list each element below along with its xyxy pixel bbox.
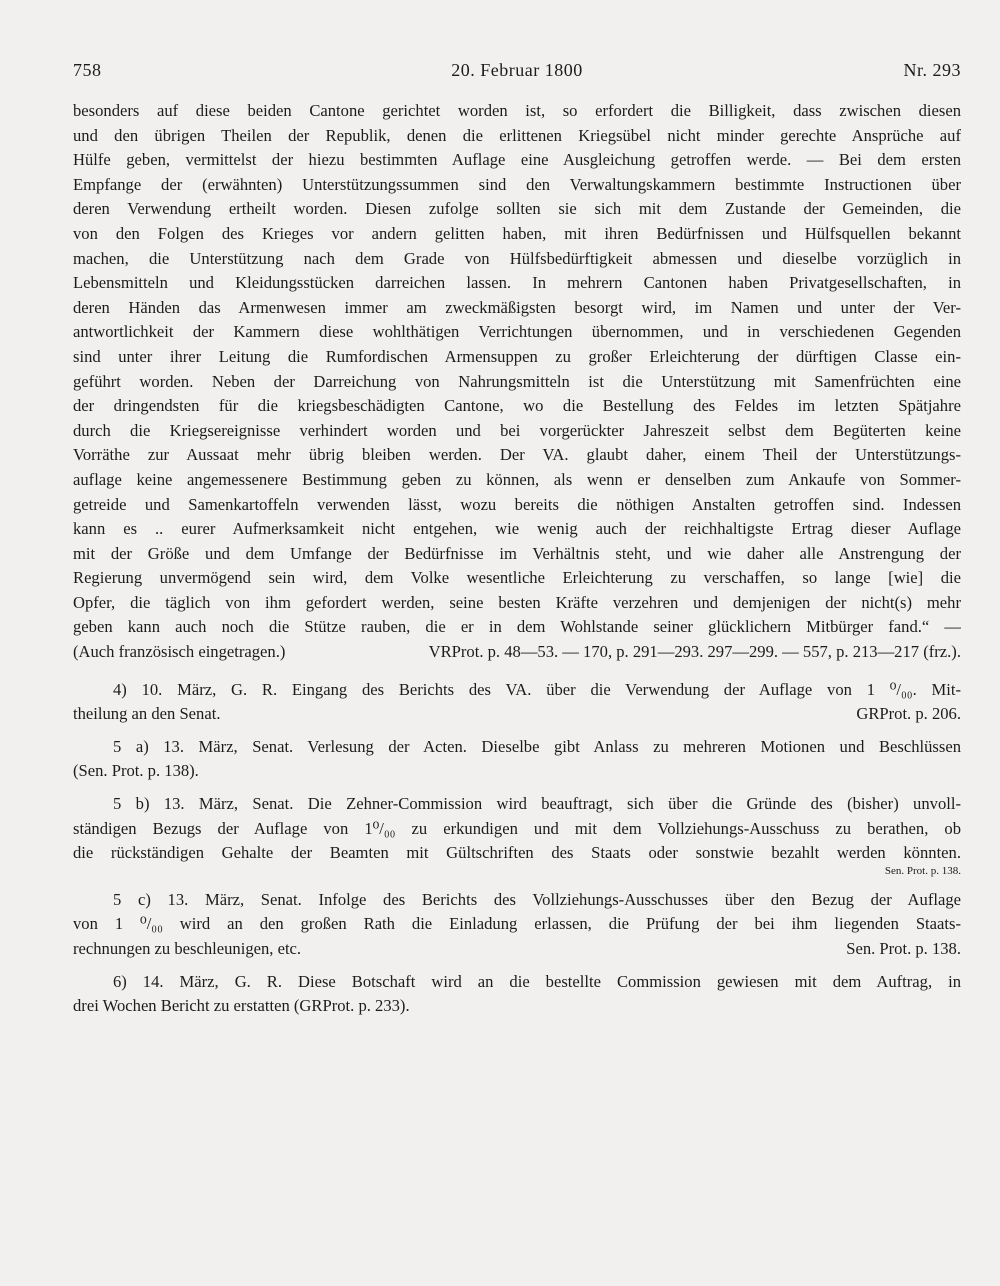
text-line: antwortlichkeit der Kammern diese wohlthätigen Verrichtungen übernommen, und in verschiedenen Gegenden xyxy=(73,322,961,342)
entry-5b xyxy=(73,792,961,878)
text-line: Lebensmitteln und Kleidungsstücken darreichen lassen. In mehrern Cantonen haben Privatgesellschaften, in xyxy=(73,273,961,293)
entry-line: 5 a) 13. März, Senat. Verlesung der Acten. Dieselbe gibt Anlass zu mehreren Motionen und Beschlüssen xyxy=(113,736,961,756)
text-line: der dringendsten für die kriegsbeschädigten Cantone, wo die Bestellung des Feldes im letzten Spätjahre xyxy=(73,396,961,416)
header-date: 20. Februar 1800 xyxy=(451,60,583,80)
document-page xyxy=(73,58,961,1019)
entry-line: 5 b) 13. März, Senat. Die Zehner-Commission wird beauftragt, sich über die Gründe des (bisher) unvoll- xyxy=(113,794,961,814)
text-line: geben kann auch noch die Stütze rauben, die er in dem Wohlstande seiner glücklichern Mitbürger fand.“ — xyxy=(73,617,961,637)
text-line: Empfange der (erwähnten) Unterstützungssummen sind den Verwaltungskammern bestimmte Instructionen über xyxy=(73,174,961,194)
text-line: besonders auf diese beiden Cantone gerichtet worden ist, so erfordert die Billigkeit, dass zwischen diesen xyxy=(73,101,961,120)
text-line: getreide und Samenkartoffeln verwenden lässt, wozu bereits die nöthigen Anstalten getroffen sind. Indessen xyxy=(73,494,961,514)
main-paragraph xyxy=(73,99,961,665)
text-line: mit der Größe und dem Umfange der Bedürfnisse im Verhältnis steht, und wie daher alle Anstrengung der xyxy=(73,543,961,563)
entry-last-line xyxy=(73,937,961,962)
protocol-reference: Sen. Prot. p. 138. xyxy=(846,939,961,958)
text-line: Hülfe geben, vermittelst der hiezu bestimmten Auflage eine Ausgleichung getroffen werde. — Bei dem ersten xyxy=(73,150,961,170)
text-line: deren Verwendung ertheilt worden. Diesen zufolge sollten sie sich mit dem Zustande der Gemeinden, die xyxy=(73,199,961,219)
entry-5a xyxy=(73,735,961,784)
text-line: auflage keine angemessenere Bestimmung geben zu können, als wenn er denselben zum Ankaufe von Sommer- xyxy=(73,469,961,489)
entry-line: ständigen Bezugs der Auflage von 1⁰/₀₀ zu erkundigen und mit dem Vollziehungs-Ausschuss zu berathen, ob xyxy=(73,818,961,838)
entry-last-line xyxy=(73,702,961,727)
protocol-reference: GRProt. p. 206. xyxy=(856,704,961,724)
entry-last-line: (Sen. Prot. p. 138). xyxy=(73,761,199,781)
entry-6 xyxy=(73,970,961,1019)
entry-text: rechnungen zu beschleunigen, etc. xyxy=(73,939,302,958)
text-line: machen, die Unterstützung nach dem Grade von Hülfsbedürftigkeit abmessen und dieselbe vorzüglich in xyxy=(73,248,961,268)
entry-line: die rückständigen Gehalte der Beamten mit Gültschriften des Staats oder sonstwie bezahlt werden könnten. xyxy=(73,843,961,863)
protocol-reference: VRProt. p. 48—53. — 170, p. 291—293. 297—299. — 557, p. 213—217 (frz.). xyxy=(428,642,961,662)
text-line: Opfer, die täglich von ihm gefordert werden, seine besten Kräfte verzehren und demjenigen der nicht(s) mehr xyxy=(73,592,961,612)
text-line: durch die Kriegsereignisse verhindert worden und bei vorgerückter Jahreszeit selbst dem Begüterten keine xyxy=(73,420,961,440)
closing-text: (Auch französisch eingetragen.) xyxy=(73,642,286,662)
entry-line: 6) 14. März, G. R. Diese Botschaft wird an die bestellte Commission gewiesen mit dem Auftrag, in xyxy=(113,971,961,991)
entry-line: 4) 10. März, G. R. Eingang des Berichts des VA. über die Verwendung der Auflage von 1 ⁰/₀₀. Mit- xyxy=(113,679,961,699)
text-line: geführt worden. Neben der Darreichung von Nahrungsmitteln ist die Unterstützung mit Samenfrüchten eine xyxy=(73,371,961,391)
entry-4 xyxy=(73,678,961,727)
entry-text: theilung an den Senat. xyxy=(73,704,221,724)
text-line: von den Folgen des Krieges vor andern gelitten haben, mit ihren Bedürfnissen und Hülfsquellen bekannt xyxy=(73,223,961,243)
entry-line: 5 c) 13. März, Senat. Infolge des Berichts des Vollziehungs-Ausschusses über den Bezug der Auflage xyxy=(113,889,961,909)
entry-5c xyxy=(73,888,961,962)
text-line: sind unter ihrer Leitung die Rumfordischen Armensuppen zu großer Erleichterung der dürftigen Classe ein- xyxy=(73,346,961,366)
page-number: 758 xyxy=(73,60,102,80)
page-header xyxy=(73,58,961,88)
text-line: und den übrigen Theilen der Republik, denen die erlittenen Kriegsübel nicht minder gerechte Ansprüche auf xyxy=(73,125,961,145)
closing-line xyxy=(73,640,961,665)
entry-last-line: drei Wochen Bericht zu erstatten (GRProt. p. 233). xyxy=(73,996,410,1016)
text-line: Vorräthe zur Aussaat mehr übrig bleiben werden. Der VA. glaubt daher, einem Theil der Unterstützungs- xyxy=(73,445,961,465)
document-number: Nr. 293 xyxy=(903,60,961,80)
text-line: kann es .. eurer Aufmerksamkeit nicht entgehen, wie wenig auch der reichhaltigste Ertrag dieser Auflage xyxy=(73,519,961,539)
protocol-reference: Sen. Prot. p. 138. xyxy=(884,864,961,877)
body-text xyxy=(73,99,961,1019)
text-line: deren Händen das Armenwesen immer am zweckmäßigsten besorgt wird, im Namen und unter der Ver- xyxy=(73,297,961,317)
entry-line: von 1 ⁰/₀₀ wird an den großen Rath die Einladung erlassen, die Prüfung der bei ihm liegenden Staats- xyxy=(73,914,961,934)
text-line: Regierung unvermögend sein wird, dem Volke wesentliche Erleichterung zu verschaffen, so lange [wie] die xyxy=(73,568,961,588)
